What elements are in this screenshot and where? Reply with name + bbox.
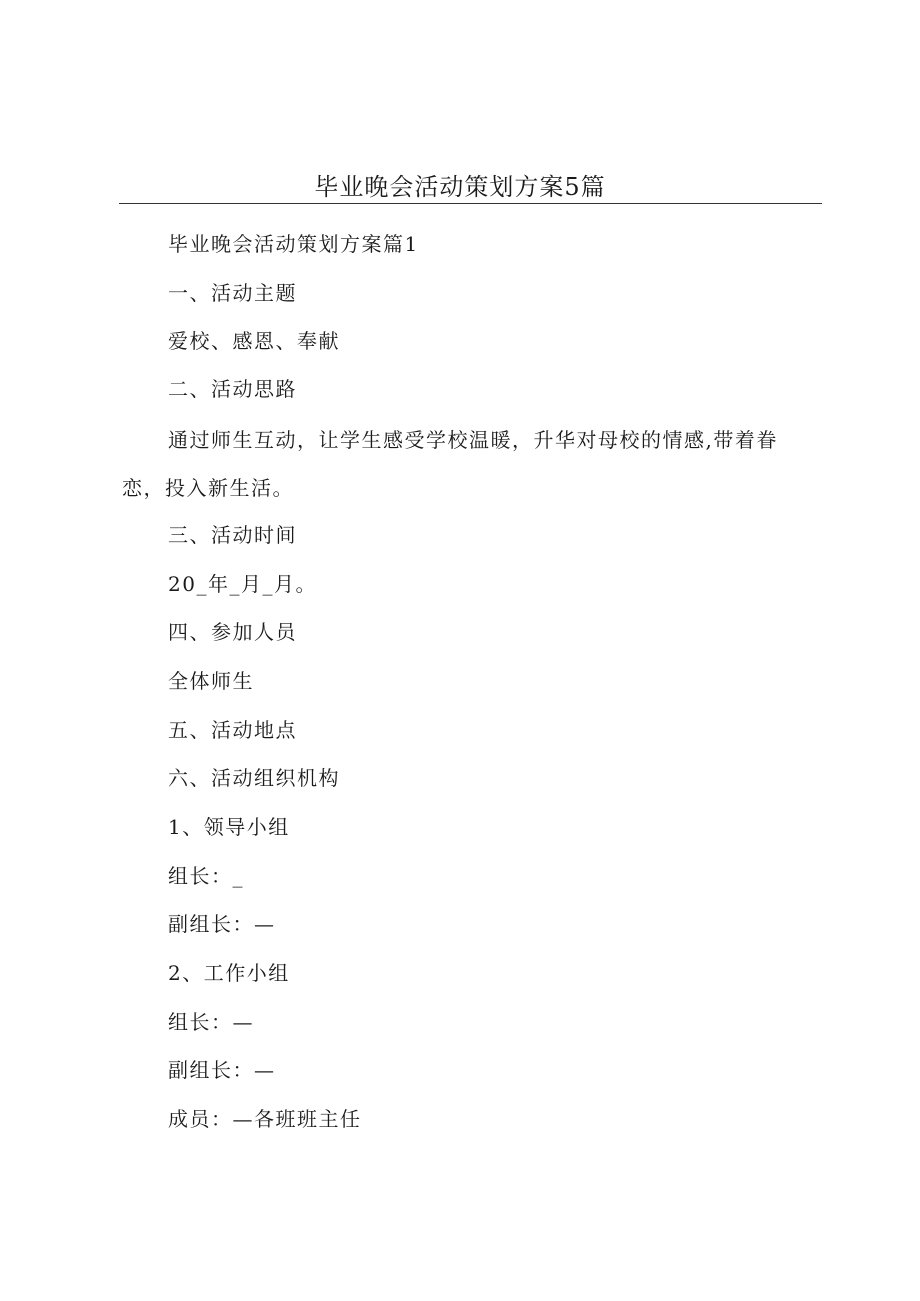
activity-time-text: 20_年_月_月。	[168, 572, 317, 596]
heading-venue: 五、活动地点	[168, 718, 297, 742]
leadership-group-deputy: 副组长：—	[168, 912, 276, 936]
section-heading-1: 毕业晚会活动策划方案篇1	[168, 232, 419, 256]
work-group-heading: 2、工作小组	[168, 961, 290, 985]
leadership-group-heading: 1、领导小组	[168, 815, 290, 839]
heading-activity-idea: 二、活动思路	[168, 377, 297, 401]
heading-activity-theme: 一、活动主题	[168, 281, 297, 305]
heading-activity-time: 三、活动时间	[168, 523, 297, 547]
leadership-group-leader: 组长：_	[168, 864, 244, 888]
participants-text: 全体师生	[168, 669, 254, 693]
activity-theme-text: 爱校、感恩、奉献	[168, 329, 340, 353]
heading-participants: 四、参加人员	[168, 620, 297, 644]
work-group-deputy: 副组长：—	[168, 1058, 276, 1082]
work-group-leader: 组长：—	[168, 1010, 254, 1034]
title-divider	[119, 203, 822, 204]
activity-idea-text: 通过师生互动，让学生感受学校温暖，升华对母校的情感,带着眷恋，投入新生活。	[122, 428, 778, 500]
work-group-members: 成员：—各班班主任	[168, 1107, 362, 1131]
document-title: 毕业晚会活动策划方案5篇	[314, 173, 606, 201]
heading-organization: 六、活动组织机构	[168, 766, 340, 790]
